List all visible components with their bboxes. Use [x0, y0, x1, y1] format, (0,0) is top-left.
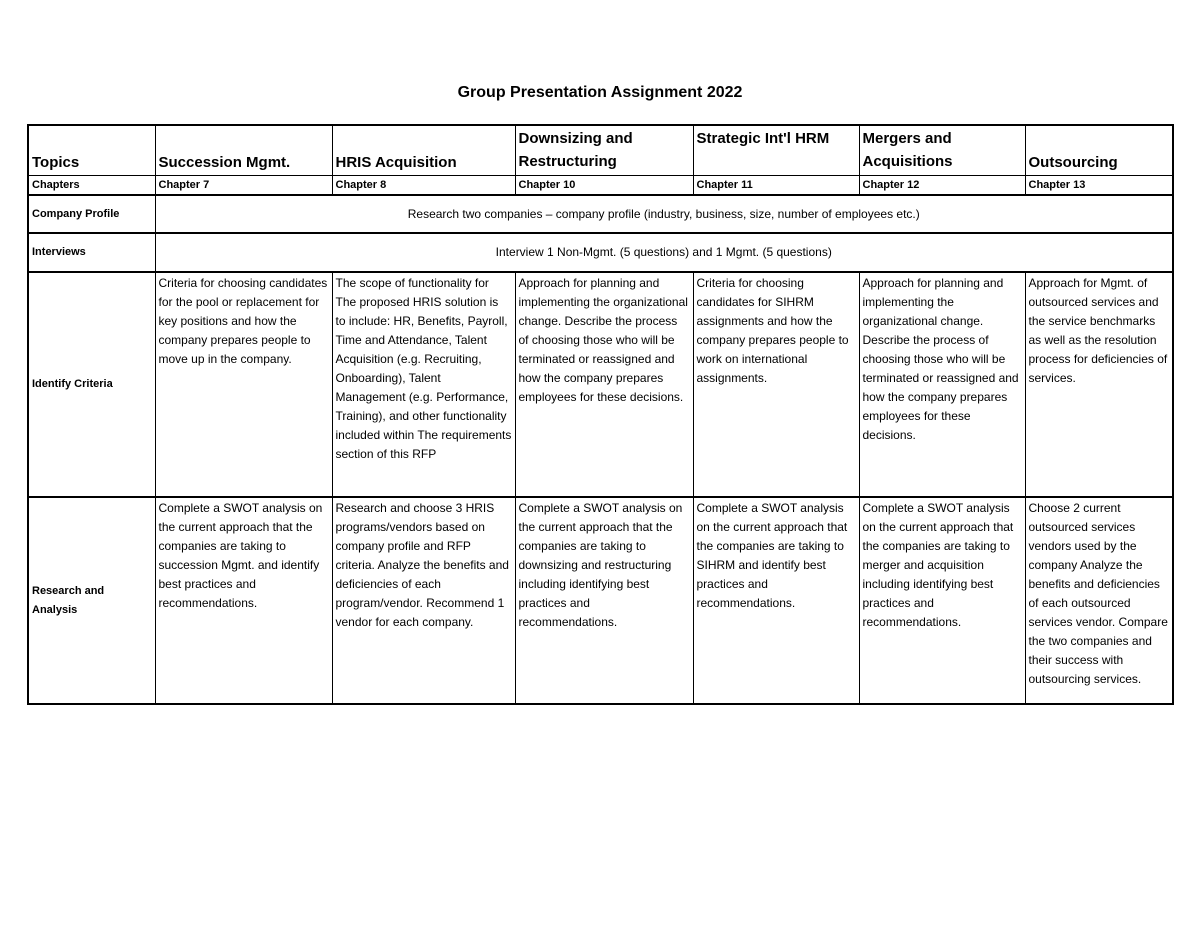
- header-succession: Succession Mgmt.: [155, 125, 332, 175]
- chapters-label: Chapters: [28, 175, 155, 195]
- chapter-cell: Chapter 11: [693, 175, 859, 195]
- assignment-table: [27, 124, 1174, 705]
- header-row: [28, 125, 1173, 175]
- company-profile-label: Company Profile: [28, 195, 155, 234]
- header-mergers: Mergers and Acquisitions: [859, 125, 1025, 175]
- research-analysis-row: [28, 497, 1173, 704]
- criteria-cell: Approach for planning and implementing the organizational change. Describe the process of choosing those who will be terminated or reassigned and how the company prepares employees for these decisions.: [515, 272, 693, 497]
- criteria-cell: The scope of functionality for The proposed HRIS solution is to include: HR, Benefits, Payroll, Time and Attendance, Talent Acquisition (e.g. Recruiting, Onboarding), Talent Management (e.g. Performance, Training), and other functionality included within The requirements section of this RFP: [332, 272, 515, 497]
- header-strategic: Strategic Int'l HRM: [693, 125, 859, 175]
- header-topics: Topics: [28, 125, 155, 175]
- interviews-row: [28, 233, 1173, 272]
- research-cell: Choose 2 current outsourced services vendors used by the company Analyze the benefits and deficiencies of each outsourced services vendor. Compare the two companies and their success with outsourcing services.: [1025, 497, 1173, 704]
- header-outsourcing: Outsourcing: [1025, 125, 1173, 175]
- header-downsizing: Downsizing and Restructuring: [515, 125, 693, 175]
- research-analysis-label: Research and Analysis: [28, 497, 155, 704]
- identify-criteria-label: Identify Criteria: [28, 272, 155, 497]
- identify-criteria-row: [28, 272, 1173, 497]
- document-title: Group Presentation Assignment 2022: [457, 84, 743, 101]
- criteria-cell: Criteria for choosing candidates for SIHRM assignments and how the company prepares people to work on international assignments.: [693, 272, 859, 497]
- criteria-cell: Approach for planning and implementing the organizational change. Describe the process of choosing those who will be terminated or reassigned and how the company prepares employees for these decisions.: [859, 272, 1025, 497]
- chapter-cell: Chapter 13: [1025, 175, 1173, 195]
- criteria-cell: Approach for Mgmt. of outsourced services and the service benchmarks as well as the resolution process for deficiencies of services.: [1025, 272, 1173, 497]
- interviews-label: Interviews: [28, 233, 155, 272]
- research-cell: Complete a SWOT analysis on the current approach that the companies are taking to SIHRM and identify best practices and recommendations.: [693, 497, 859, 704]
- chapter-cell: Chapter 10: [515, 175, 693, 195]
- research-cell: Complete a SWOT analysis on the current approach that the companies are taking to succession Mgmt. and identify best practices and recommendations.: [155, 497, 332, 704]
- header-hris: HRIS Acquisition: [332, 125, 515, 175]
- chapter-cell: Chapter 8: [332, 175, 515, 195]
- chapter-cell: Chapter 12: [859, 175, 1025, 195]
- research-cell: Complete a SWOT analysis on the current approach that the companies are taking to downsizing and restructuring including identifying best practices and recommendations.: [515, 497, 693, 704]
- interviews-text: Interview 1 Non-Mgmt. (5 questions) and 1 Mgmt. (5 questions): [155, 233, 1173, 272]
- research-cell: Research and choose 3 HRIS programs/vendors based on company profile and RFP criteria. Analyze the benefits and deficiencies of each program/vendor. Recommend 1 vendor for each company.: [332, 497, 515, 704]
- company-profile-row: [28, 195, 1173, 234]
- criteria-cell: Criteria for choosing candidates for the pool or replacement for key positions and how the company prepares people to move up in the company.: [155, 272, 332, 497]
- company-profile-text: Research two companies – company profile (industry, business, size, number of employees etc.): [155, 195, 1173, 234]
- chapter-cell: Chapter 7: [155, 175, 332, 195]
- chapters-row: [28, 175, 1173, 195]
- research-cell: Complete a SWOT analysis on the current approach that the companies are taking to merger and acquisition including identifying best practices and recommendations.: [859, 497, 1025, 704]
